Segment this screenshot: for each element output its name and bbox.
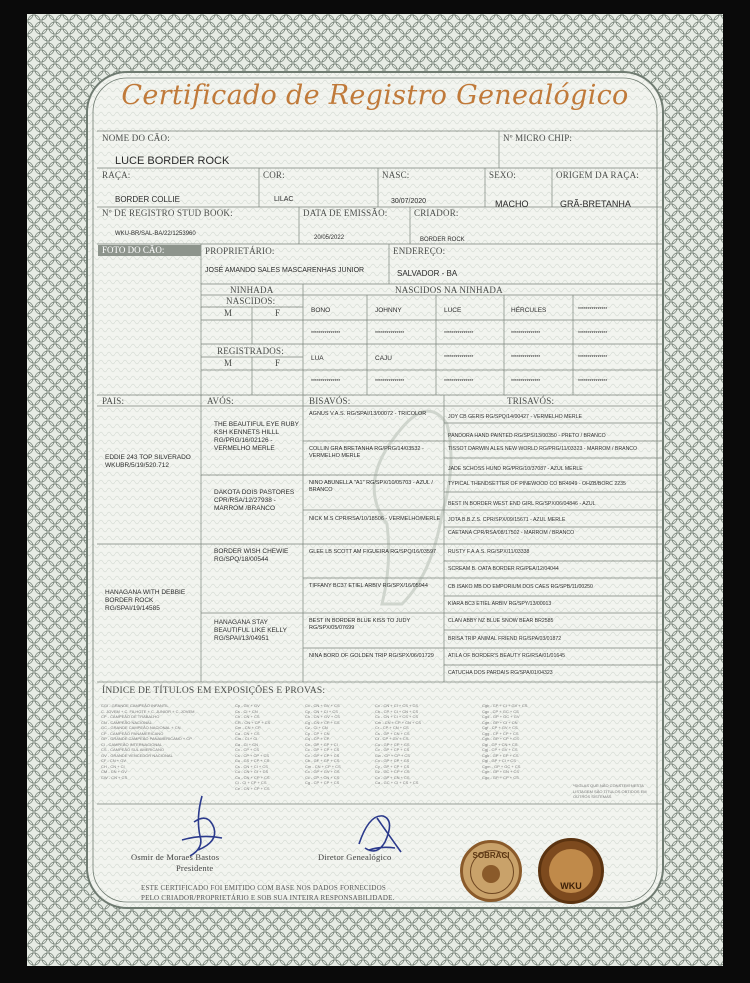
titles-legend-item: CN - CAMPEÃO NACIONAL (101, 719, 152, 725)
titles-legend-item: Cg - CP + CP + CS (305, 780, 340, 785)
footer-line-2: PELO CRIADOR/PROPRIETÁRIO E SOB SUA INTEIRA RESPONSABILIDADE. (141, 894, 395, 902)
registered-label: REGISTRADOS: (217, 346, 284, 356)
titles-legend-item: Ch - CN + CS (235, 714, 260, 719)
color-label: COR: (263, 170, 285, 180)
titles-legend-column-4 (375, 703, 421, 786)
birth-value: 30/07/2020 (391, 198, 427, 205)
titles-legend-item: Ca - CI + CN (235, 741, 259, 747)
dam-entry: HANAGANA WITH DEBBIE BORDER ROCK RG/SPAI/19/14585 (105, 589, 186, 612)
titles-legend-item: Cx - GP + CP + CI (305, 741, 338, 747)
breeder-label: CRIADOR: (414, 208, 459, 218)
titles-legend-item: Cx - CN + GV + CS (305, 703, 340, 708)
titles-legend-item: GV - GRANDE VENCEDOR NACIONAL (101, 752, 173, 758)
titles-legend-item: Cm - CI + CI (235, 736, 258, 741)
titles-legend-item: Cgf - CP + GV + CS (482, 725, 518, 730)
titles-legend-column-3 (305, 703, 341, 786)
titles-legend-item: Cm - CN + CP + CS (305, 763, 341, 769)
litter-label: NINHADA (230, 285, 274, 295)
litter-cell: *************** (578, 379, 608, 385)
certificate-sheet (27, 14, 723, 966)
titles-legend-item: CGI - GRANDE CAMPEÃO INFANTIL (101, 703, 169, 708)
great-great-grandparent-entry: CLAN ABBY NZ BLUE SNOW BEAR BR2585 (448, 618, 554, 624)
litter-cell: *************** (511, 379, 541, 385)
address-label: ENDEREÇO: (393, 246, 446, 256)
litter-cell: *************** (375, 379, 405, 385)
titles-legend-item: Ci - CI + CP + CS (235, 780, 267, 785)
titles-legend-item: CP - CAMPEÃO PANAMERICANO (101, 730, 164, 736)
titles-note: *SIGLAS QUE NÃO CONSTEM NESTA LISTAGEM SÃO TÍTULOS OBTIDOS EM OUTROS SISTEMAS (573, 783, 647, 799)
address-value: SALVADOR - BA (397, 269, 458, 278)
great-great-grandparent-entry: KIARA BC3 ETIEL ARBIV RG/SPY/13/00013 (448, 601, 552, 607)
great-grandparents-label: BISAVÓS: (309, 396, 351, 406)
titles-legend-item: Cx - GP + CP + CS (375, 758, 410, 763)
born-female-label: F (275, 308, 281, 318)
great-great-grandparent-entry: ATILA OF BORDER'S BEAUTY RG/RSA/01/01645 (448, 653, 565, 659)
titles-legend-item: Cgl - GP + CI + CS (482, 758, 516, 763)
titles-legend-item: Cgh - GP + CP + CS (482, 736, 519, 741)
titles-legend-item: CS - CAMPEÃO SUL AMERICANO (101, 747, 164, 752)
titles-legend-item: Cx - CP + CS (235, 747, 260, 752)
great-great-grandparent-entry: JOTA B.B.Z.S. CPR/SPX/09/15671 - AZUL MERLE (448, 517, 566, 523)
titles-legend-item: Ca - CN + CS (235, 730, 260, 736)
great-great-grandparent-entry: TISSOT DARWIN ALES NEW WORLD RG/PRG/11/03323 - MARROM / BRANCO (448, 446, 638, 452)
titles-legend-item: C. JOVEM + C. FILHOTE + C. JUNIOR + C. JOVEM (101, 708, 195, 714)
litter-cell: *************** (578, 355, 608, 361)
titles-legend-column-5 (482, 703, 527, 780)
issue-date-value: 20/05/2022 (314, 235, 345, 241)
great-great-grandparent-entry: CATUCHA DOS PARDAIS RG/SPA/01/04323 (448, 670, 553, 676)
photo-band: FOTO DO CÃO: (98, 245, 201, 256)
titles-legend-column-2 (235, 703, 270, 791)
litter-cell: *************** (511, 355, 541, 361)
titles-legend-item: Cgn - GP + CN + CS (482, 769, 520, 774)
litter-cell: *************** (444, 331, 474, 337)
titles-legend-item: Cr - CP + CN + CS (375, 725, 409, 730)
great-great-grandparent-entry: JOY CB GERIS RG/SPQ/14/00427 - VERMELHO MERLE (448, 414, 582, 420)
titles-legend-item: Cge - GP + CI + CN (482, 719, 518, 725)
great-great-grandparent-entry: JADE SCHOSS HUND RG/PRG/10/37087 - AZUL MERLE (448, 466, 583, 472)
color-value: LILAC (274, 196, 294, 203)
titles-legend-item: Cq - CP + CP (305, 736, 330, 741)
titles-legend-item: Cc - CN + CI + CS + CS (375, 714, 419, 719)
litter-cell: LUCE (444, 307, 462, 314)
titles-legend-item: CI - CAMPEÃO INTERNACIONAL (101, 741, 163, 747)
wku-seal-label: WKU (560, 881, 582, 891)
grandparent-entry: THE BEAUTIFUL EYE RUBY KSH KENNETS HILLL RG/PRG/16/02126 - VERMELHO MERLE (214, 421, 299, 452)
wku-seal (538, 838, 604, 904)
president-title: Presidente (176, 863, 214, 873)
great-grandparent-entry: TIFFANY BC37 ETIEL ARBIV RG/SPX/16/05944 (309, 583, 428, 589)
titles-legend-column-1 (101, 703, 194, 780)
registered-female-label: F (275, 358, 281, 368)
titles-legend-item: Cx - GP + GV + CS (305, 769, 340, 774)
great-great-grandparent-entry: RUSTY F.A.A.S. RG/SPX/11/03338 (448, 549, 530, 555)
litter-cell: HÉRCULES (511, 307, 547, 314)
litter-cell: JOHNNY (375, 307, 402, 314)
titles-legend-item: Cgi - CP + CN + CS (482, 741, 518, 747)
titles-legend-item: Cm - CN + CP (235, 725, 261, 730)
titles-legend-item: Cgo - GP + CP + CS (482, 774, 519, 780)
titles-legend-item: Cv - GP + CP + CS (305, 752, 340, 758)
great-great-grandparent-entry: CAETANA CPR/RSA/08/17502 - MARROM / BRANCO (448, 530, 575, 536)
titles-legend-item: Ce - CN + CP + CS (235, 785, 270, 791)
great-grandparent-entry: BEST IN BORDER BLUE KISS TO JUDY RG/SPX/05/07699 (309, 618, 411, 631)
great-grandparent-entry: GLEE LB SCOTT AM FIGUEIRA RG/SPQ/16/03597 (309, 549, 437, 555)
great-great-grandparents-label: TRISAVÓS: (507, 396, 555, 406)
litter-cell: *************** (578, 331, 608, 337)
litter-cell: *************** (311, 379, 341, 385)
titles-legend-item: Cp - CP + CN (305, 730, 330, 736)
titles-legend-item: Cw - CP + CP + CS (375, 752, 410, 758)
litter-cell: *************** (444, 355, 474, 361)
great-grandparent-entry: NICK M.S CPR/RSA/10/18506 - VERMELHO/MERLE (309, 516, 441, 522)
titles-legend-item: Cb - GF + CP + CS (305, 758, 340, 763)
titles-legend-item: Cs - CI + CN (235, 708, 258, 714)
titles-legend-item: Cu - GP + CP + CS (375, 741, 410, 747)
titles-legend-item: Cu - CN + CI + CS (235, 769, 269, 774)
titles-legend-item: Cz - CI + CN (305, 725, 328, 730)
litter-cell: BONO (311, 307, 331, 314)
titles-legend-item: GP - GRANDE CAMPEÃO PANAMERICANO + CP (101, 736, 192, 741)
titles-legend-item: Ct - CP + GV + CS (375, 736, 409, 741)
titles-legend-item: Cgm - GP + GC + CS (482, 763, 521, 769)
titles-legend-item: Cgg - CP + CP + CS (482, 730, 519, 736)
great-grandparent-entry: NINO ABUNELLA "A1" RG/SPX/10/05703 - AZUL / BRANCO (309, 480, 433, 493)
sobraci-seal (460, 840, 522, 902)
born-in-litter-label: NASCIDOS NA NINHADA (395, 285, 503, 295)
great-grandparent-entry: COLLIN GRA BRETANHA RG/PRG/14/03532 - VERMELHO MERLE (309, 446, 424, 459)
titles-legend-item: Cgd - GP + GC + GV (482, 714, 520, 719)
titles-legend-item: Cg - CN + CP + CS (305, 719, 340, 725)
great-great-grandparent-entry: SCREAM B. OATA BORDER RG/PEA/12/04044 (448, 566, 559, 572)
country-label: PAIS: (102, 396, 125, 406)
owner-label: PROPRIETÁRIO: (205, 246, 275, 256)
certificate-title: Certificado de Registro Genealógico (121, 80, 629, 111)
breed-label: RAÇA: (102, 170, 131, 180)
name-label: NOME DO CÃO: (102, 133, 170, 143)
great-great-grandparent-entry: TYPICAL THENDSETTER OF PINEWOOD CO BR4949 - OHZB/BORC 2235 (448, 481, 626, 487)
litter-cell: LUA (311, 355, 324, 362)
titles-legend-item: Cgb - CP + CI + GV + CS (482, 703, 528, 708)
titles-legend-item: Cc - GP + CP + CS (305, 747, 340, 752)
breed-value: BORDER COLLIE (115, 195, 180, 204)
great-grandparent-entry: AGNUS V.A.S. RG/SPAI/13/00072 - TRICOLOR (309, 411, 427, 417)
great-great-grandparent-entry: CB ISAKO MB DO EMPORIUM DOS CAES RG/SPB/11/00250 (448, 584, 593, 590)
titles-legend-item: Cv - GP + CP + CS (375, 747, 410, 752)
titles-legend-item: CP - CAMPEÃO DE TRABALHO (101, 714, 160, 719)
titles-legend-item: Ch - CN + GV + CS (305, 714, 340, 719)
origin-value: GRÃ-BRETANHA (560, 199, 631, 209)
great-great-grandparent-entry: PANDORA HAND PAINTED RG/SPS/13/00350 - PRETO / BRANCO (448, 433, 606, 439)
titles-legend-item: Cs - GP + CN + CS (375, 730, 410, 736)
sobraci-seal-label: SOBRACI (472, 851, 510, 860)
titles-legend-item: Cz - GC + CP + CS (375, 769, 410, 774)
microchip-label: Nº MICRO CHIP: (503, 133, 573, 143)
titles-legend-item: CR - CN + CP + CS (235, 719, 271, 725)
titles-legend-item: CM - CN + GV (101, 769, 127, 774)
grandparents-label: AVÓS: (207, 396, 234, 406)
litter-cell: *************** (375, 331, 405, 337)
great-grandparent-entry: NINA BORD OF GOLDEN TRIP RG/SPX/06/01729 (309, 653, 434, 659)
owner-value: JOSÉ AMANDO SALES MASCARENHAS JUNIOR (205, 267, 365, 274)
stud-number-label: Nº DE REGISTRO STUD BOOK: (102, 208, 233, 218)
titles-legend-item: GC - GRANDE CAMPEÃO NACIONAL + CN (101, 725, 181, 730)
great-great-grandparent-entry: BRISA TRIP ANIMAL FRIEND RG/SPA/03/01872 (448, 636, 562, 642)
issue-date-label: DATA DE EMISSÃO: (303, 208, 388, 218)
titles-legend-item: Ca - GC + CI + CS + CS (375, 780, 419, 785)
president-signature (172, 792, 232, 860)
sex-label: SEXO: (489, 170, 517, 180)
footer-line-1: ESTE CERTIFICADO FOI EMITIDO COM BASE NOS DADOS FORNECIDOS (141, 884, 386, 892)
titles-legend-item: Cx - CN + CI + CS + CS (375, 703, 419, 708)
titles-legend-item: Cm - CN + CP + CN + CS (375, 719, 422, 725)
stud-number-value: WKU-BR/SAL-BA/22/1253960 (115, 231, 196, 237)
sire-entry: EDDIE 243 TOP SILVERADO WKUBR/5/19/520.712 (105, 454, 191, 469)
titles-legend-item: Cs - CP + CP + CS (235, 752, 270, 758)
grandparent-entry: HANAGANA STAY BEAUTIFUL LIKE KELLY RG/SPAI/13/04951 (214, 619, 287, 642)
born-male-label: M (224, 308, 233, 318)
titles-legend-item: Cp - GV + GV (235, 703, 260, 708)
birth-label: NASC: (382, 170, 410, 180)
sex-value: MACHO (495, 199, 529, 209)
titles-legend-item: Cgk - GP + CP + CS (482, 752, 519, 758)
born-label: NASCIDOS: (226, 296, 276, 306)
titles-legend-item: CW - CN + CS (101, 774, 128, 780)
titles-legend-item: Cc - CP + CN + CS (305, 774, 340, 780)
titles-legend-item: Co - CN + CP + CS (235, 774, 270, 780)
dog-name: LUCE BORDER ROCK (115, 155, 230, 167)
registered-male-label: M (224, 358, 233, 368)
titles-legend-item: Cu - CS + CP + CS (235, 758, 270, 763)
great-great-grandparent-entry: BEST IN BORDER WEST END GIRL RG/SPX/06/04846 - AZUL (448, 501, 596, 507)
titles-legend-item: Cy - GP + CP + CS (375, 763, 410, 769)
titles-legend-item: Cx - GP + CN + CS (375, 774, 410, 780)
litter-cell: *************** (578, 307, 608, 313)
litter-cell: *************** (444, 379, 474, 385)
origin-label: ORIGEM DA RAÇA: (556, 170, 640, 180)
litter-cell: *************** (511, 331, 541, 337)
president-name: Osmir de Moraes Bastos (131, 852, 220, 862)
titles-legend-item: CH - CN + CI (101, 763, 125, 769)
titles-legend-item: Cy - CN + CI + CS (305, 708, 338, 714)
titles-legend-item: Cb - CP + CI + CN + CS (375, 708, 419, 714)
titles-index-heading: ÍNDICE DE TÍTULOS EM EXPOSIÇÕES E PROVAS: (102, 686, 326, 696)
litter-cell: CAJU (375, 355, 392, 362)
titles-legend-item: CF - CN + GV (101, 758, 127, 763)
breeder-value: BORDER ROCK (420, 237, 465, 243)
grandparent-entry: DAKOTA DOIS PASTORES CPR/RSA/12/27938 - MARROM /BRANCO (214, 489, 295, 512)
titles-legend-item: Cgc - CP + GC + CS (482, 708, 519, 714)
grandparent-entry: BORDER WISH CHEWIE RG/SPQ/18/00544 (214, 548, 289, 563)
titles-legend-item: Cs - CN + CI + CS (235, 763, 268, 769)
litter-cell: *************** (311, 331, 341, 337)
titles-legend-item: Cgj - CP + GV + CS (482, 747, 518, 752)
director-title: Diretor Genealógico (318, 852, 392, 862)
